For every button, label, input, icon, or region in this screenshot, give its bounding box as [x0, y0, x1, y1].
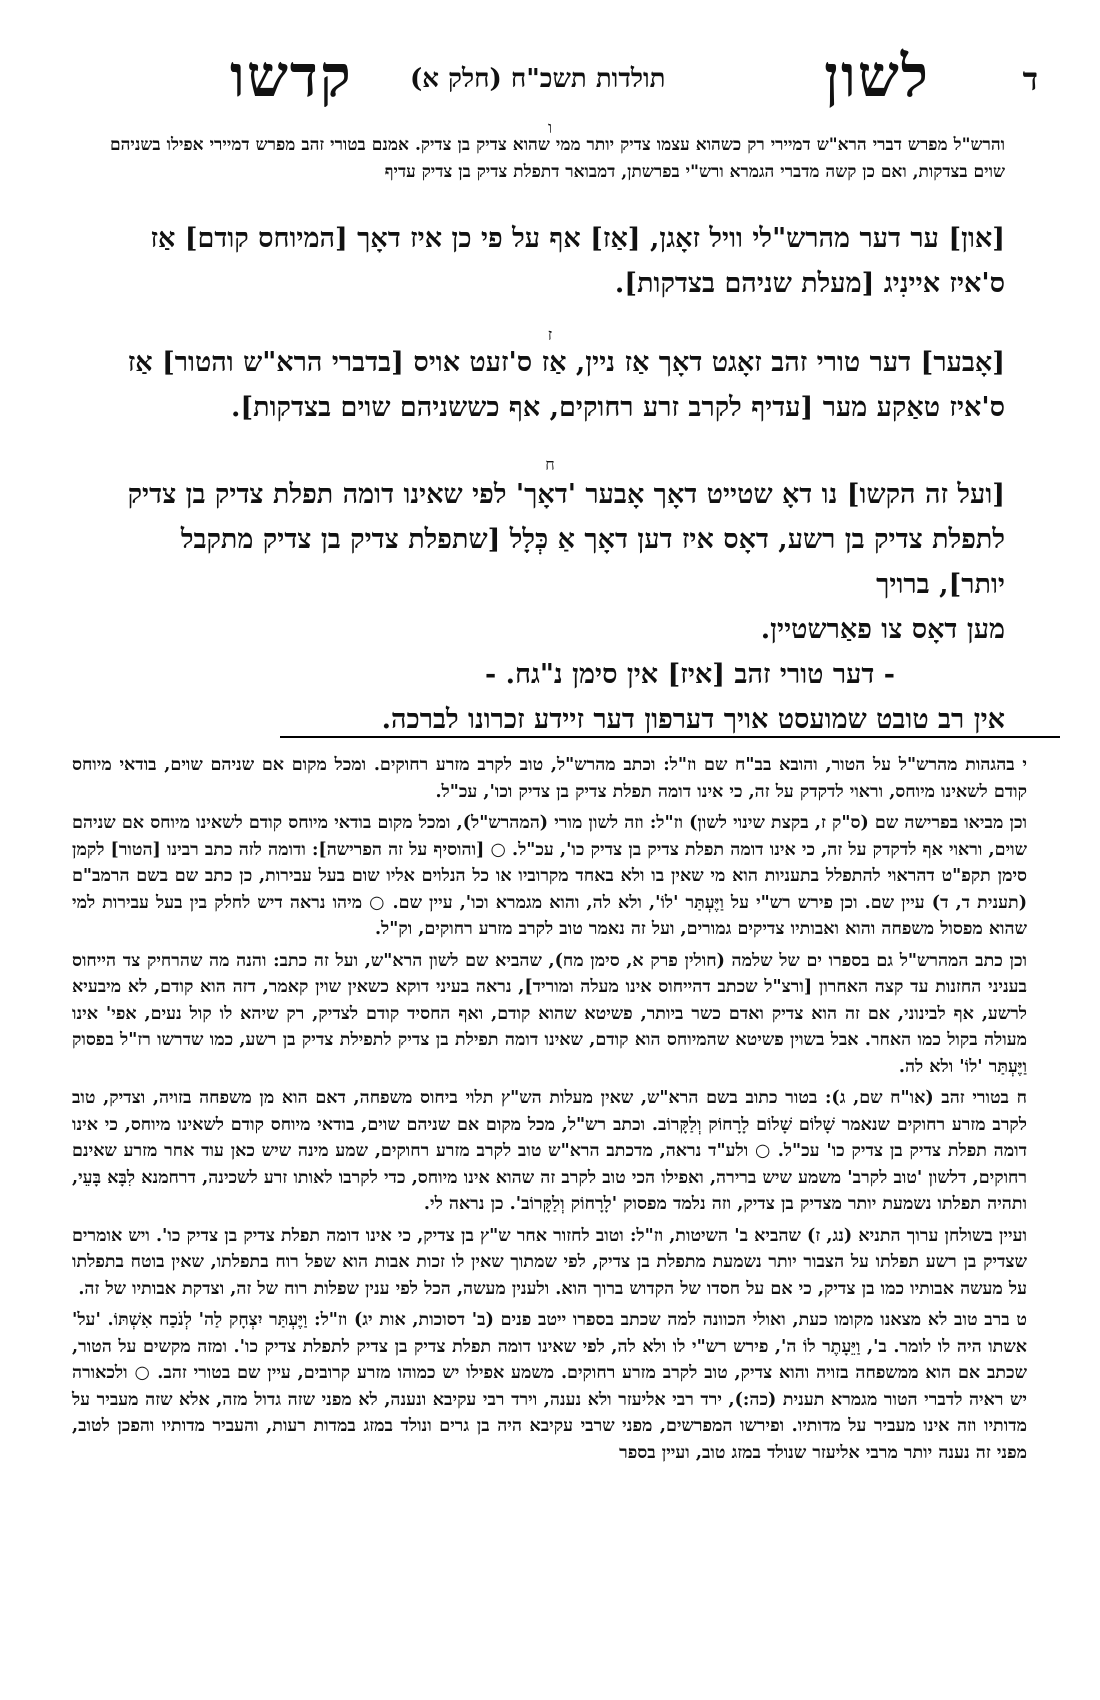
main-line: [און] ער דער מהרש"לי וויל זאָגן, [אַז] אף על פי כן איז דאָך [המיוחס קודם] אַז — [150, 223, 1005, 254]
header-title-left: קדשו — [230, 42, 353, 110]
main-line: - דער טורי זהב [איז] אין סימן נ"גח. - — [484, 659, 895, 690]
main-line: [ועל זה הקשו] נו דאָ שטייט דאָך אָבער 'דאָך' לפי שאינו דומה תפלת צדיק בן צדיק — [127, 479, 1005, 510]
main-line: [אָבער] דער טורי זהב זאָגט דאָך אַז ניין, אַז ס'זעט אויס [בדברי הרא"ש והטור] אַז — [127, 347, 1005, 378]
section-main-text — [110, 472, 1005, 742]
section-number: ח — [545, 455, 555, 474]
page-letter: ד — [1022, 60, 1038, 98]
footnote: ועיין בשולחן ערוך התניא (נג, ז) שהביא ב' השיטות, וז"ל: וטוב לחזור אחר ש"ץ בן צדיק, כי אינו דומה תפלת צדיק בן צדיק כו'. ויש אומרים שצדיק בן רשע תפלתו על הצבור יותר נשמעת מתפלת בן צדיק, לפי שמתוך שאין לו זכות אבות הוא שפל רוח בתפלתו, שאין בוטח בתפלתו על מעשה אבותיו כמו בן צדיק, כי אם על חסדו של הקדוש ברוך הוא. ולענין מעשה, הכל לפי ענין שפלות רוח של זה, וצדקת אבותיו של זה. — [72, 1225, 1027, 1299]
running-header — [0, 42, 1100, 112]
footnote: וכן מביאו בפרישה שם (ס"ק ז, בקצת שינוי לשון) וז"ל: וזה לשון מורי (המהרש"ל), ומכל מקום בודאי מיוחס קודם לשאינו מיוחס אם שניהם שוים, וראוי אף לדקדק על זה, כי אינו דומה תפלת צדיק בן צדיק כו', עכ"ל. ○ [והוסיף על זה הפרישה]: ודומה לזה כתב רבינו [הטור] לקמן סימן תקפ"ט דהראוי להתפלל בתעניות הוא מי שאין בו ולא באחד מקרוביו או כל הנלוים אליו שום בעל עבירות, כן כתב שם בשם הרמב"ם (תענית ד, ד) עיין שם. וכן פירש רש"י על וַיֶּעְתַּר 'לוֹ', ולא לה, והוא מגמרא וכו', עיין שם. ○ מיהו נראה דיש לחלק בין בעל עבירות למי שהוא מפסול משפחה והוא ואבותיו צדיקים גמורים, ועל זה נאמר טוב לקרב מזרע רחוקים, וק"ל. — [72, 813, 1027, 939]
section-main-text — [110, 216, 1005, 306]
header-subtitle: תולדות תשכ"ח (חלק א) — [410, 64, 666, 94]
section-gloss: והרש"ל מפרש דברי הרא"ש דמיירי רק כשהוא עצמו צדיק יותר ממי שהוא צדיק בן צדיק. אמנם בטורי זהב מפרש דמיירי אפילו בשניהם שוים בצדקות, ואם כן קשה מדברי הגמרא ורש"י בפרשתן, דמבואר דתפלת צדיק בן צדיק עדיף — [110, 135, 1005, 182]
footnotes — [72, 752, 1027, 1471]
section-main-text — [110, 340, 1005, 430]
main-line: ס'איז טאַקע מער [עדיף לקרב זרע רחוקים, אף כששניהם שוים בצדקות]. — [230, 392, 1005, 423]
main-line: אין רב טובט שמועסט אויך דערפון דער זיידע זכרונו לברכה. — [381, 704, 1005, 735]
footnote: ח בטורי זהב (או"ח שם, ג): בטור כתוב בשם הרא"ש, שאין מעלות הש"ץ תלוי ביחוס משפחה, דאם הוא מן משפחה בזויה, וצדיק, טוב לקרב מזרע רחוקים שנאמר שָׁלוֹם שָׁלוֹם לָרָחוֹק וְלַקָּרוֹב. וכתב רש"ל, מכל מקום אם שניהם שוים, בודאי מיוחס קודם לשאינו מיוחס, כי אינו דומה תפלת צדיק בן צדיק כו' עכ"ל. ○ ולע"ד נראה, מדכתב הרא"ש טוב לקרב מזרע רחוקים, שמע מינה שיש כאן עוד אחר מזרע שאינם רחוקים, דלשון 'טוב לקרב' משמע שיש ברירה, ואפילו הכי טוב לקרב זה שהוא אינו מיוחס, כדי לקרבו לאותו זרע לשכינה, דרחמנא לִבָּא בָּעֵי, ותהיה תפלתו נשמעת יותר מצדיק בן צדיק, וזה נלמד מפסוק 'לָרָחוֹק וְלַקָּרוֹב'. כן נראה לי. — [72, 1088, 1027, 1214]
section-number: ו — [547, 118, 553, 137]
main-line: מען דאָס צו פאַרשטיין. — [760, 614, 1005, 645]
footnote-divider — [280, 736, 1060, 738]
header-title-right: לשון — [824, 42, 930, 110]
footnote: ט ברב טוב לא מצאנו מקומו כעת, ואולי הכוונה למה שכתב בספרו ייטב פנים (ב' דסוכות, אות יג) וז"ל: וַיֶּעְתַּר יִצְחָק לַה' לְנֹכַח אִשְׁתּוֹ. 'על' אשתו היה לו לומר. ב', וַיֵּעָתֶר לוֹ ה', פירש רש"י לו ולא לה, לפי שאינו דומה תפלת צדיק בן צדיק לתפלת צדיק כו'. ומזה מקשים על הטור, שכתב אם הוא ממשפחה בזויה והוא צדיק, טוב לקרב מזרע רחוקים. משמע אפילו יש כמוהו מזרע קרובים, עיין שם בטורי זהב. ○ ולכאורה יש ראיה לדברי הטור מגמרא תענית (כה:), ירד רבי אליעזר ולא נענה, וירד רבי עקיבא ונענה, לא מפני שזה גדול מזה, אלא שזה מעביר על מדותיו וזה אינו מעביר על מדותיו. ופירשו המפרשים, מפני שרבי עקיבא היה בן גרים ונולד במזג במדות רעות, והעביר מדותיו והפכן לטוב, מפני זה נענה יותר מרבי אליעזר שנולד במזג טוב, ועיין בספר — [72, 1310, 1027, 1463]
footnote: י בהגהות מהרש"ל על הטור, והובא בב"ח שם וז"ל: וכתב מהרש"ל, טוב לקרב מזרע רחוקים. ומכל מקום אם שניהם שוים, בודאי מיוחס קודם לשאינו מיוחס, וראוי לדקדק על זה, כי אינו דומה תפלת צדיק בן צדיק וכו', עכ"ל. — [72, 755, 1027, 802]
footnote: וכן כתב המהרש"ל גם בספרו ים של שלמה (חולין פרק א, סימן מח), שהביא שם לשון הרא"ש, ועל זה כתב: והנה מה שהרחיק צד הייחוס בעניני החזנות עד קצה האחרון [ורצ"ל שכתב דהייחוס אינו מעלה ומוריד], נראה בעיני דוקא כשאין שוין קאמר, דזה הוא קודם, לא מיבעיא לרשע, אף לבינוני, אם זה הוא צדיק ואדם כשר ביותר, פשיטא שהוא קודם, ואף החסיד קודם לצדיק, רק שיהא לו קול נעים, אפי' אינו מעולה בקול כמו האחר. אבל בשוין פשיטא שהמיוחס הוא קודם, שאינו דומה תפילת בן צדיק לתפילת צדיק בן רשע, כמו שדרשו רז"ל בפסוק וַיֶּעְתַּר 'לוֹ' ולא לה. — [72, 950, 1027, 1077]
main-line: לתפלת צדיק בן רשע, דאָס איז דען דאָך אַ כְּלָל [שתפלת צדיק בן צדיק מתקבל יותר], ברויך — [180, 524, 1005, 600]
section-number: ז — [547, 325, 553, 344]
main-line: ס'איז איינִיג [מעלת שניהם בצדקות]. — [614, 268, 1005, 299]
